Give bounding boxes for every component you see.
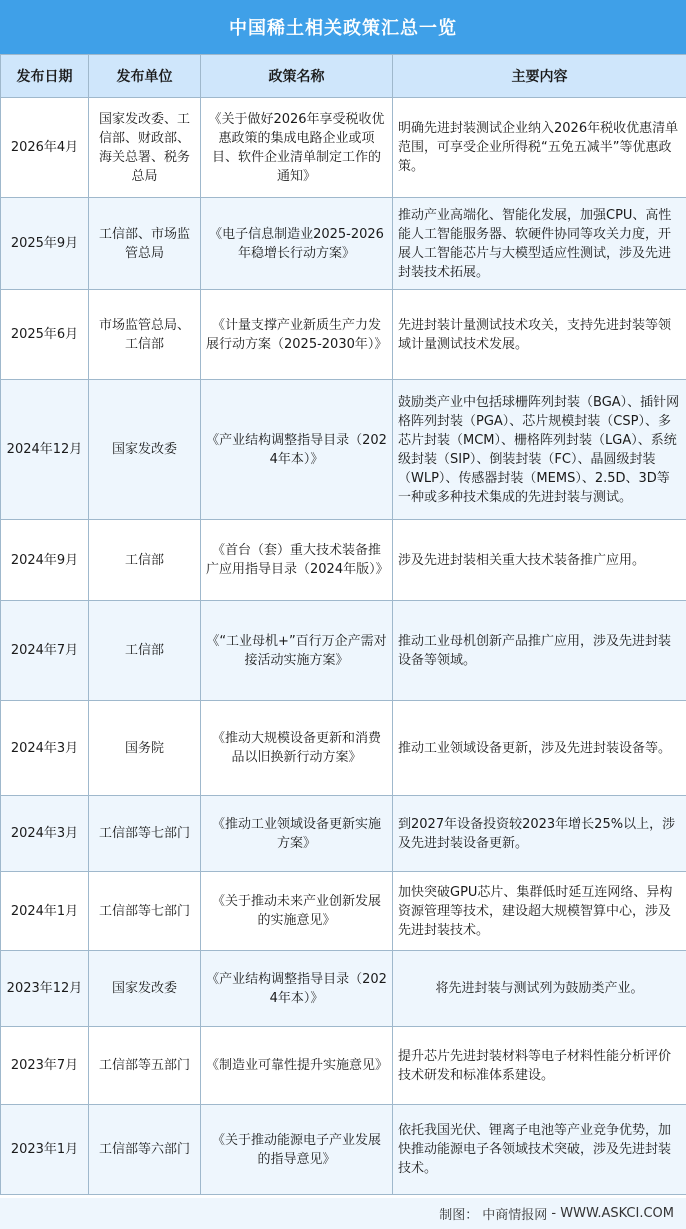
cell-date: 2024年9月 (1, 520, 89, 601)
cell-content: 推动工业母机创新产品推广应用，涉及先进封装设备等领域。 (393, 601, 686, 701)
cell-date: 2023年1月 (1, 1105, 89, 1195)
table-header-row (1, 55, 686, 98)
cell-content: 推动工业领域设备更新，涉及先进封装设备等。 (393, 701, 686, 796)
table-row (1, 872, 686, 951)
cell-date: 2025年9月 (1, 198, 89, 290)
cell-policy-name: 《关于做好2026年享受税收优惠政策的集成电路企业或项目、软件企业清单制定工作的通知》 (201, 98, 393, 198)
cell-policy-name: 《产业结构调整指导目录（2024年本）》 (201, 951, 393, 1027)
cell-content: 涉及先进封装相关重大技术装备推广应用。 (393, 520, 686, 601)
cell-policy-name: 《“工业母机+”百行万企产需对接活动实施方案》 (201, 601, 393, 701)
cell-dept: 国家发改委 (89, 951, 201, 1027)
table-row (1, 1027, 686, 1105)
cell-content: 先进封装计量测试技术攻关，支持先进封装等领域计量测试技术发展。 (393, 290, 686, 380)
cell-policy-name: 《关于推动未来产业创新发展的实施意见》 (201, 872, 393, 951)
table-row (1, 520, 686, 601)
cell-date: 2024年1月 (1, 872, 89, 951)
table-row (1, 290, 686, 380)
cell-policy-name: 《计量支撑产业新质生产力发展行动方案（2025-2030年）》 (201, 290, 393, 380)
table-row (1, 951, 686, 1027)
table-row (1, 198, 686, 290)
source-site: WWW.ASKCI.COM (560, 1206, 674, 1221)
source-footer (0, 1198, 686, 1229)
cell-content: 将先进封装与测试列为鼓励类产业。 (393, 951, 686, 1027)
cell-dept: 国家发改委、工信部、财政部、海关总署、税务总局 (89, 98, 201, 198)
cell-policy-name: 《产业结构调整指导目录（2024年本）》 (201, 380, 393, 520)
cell-date: 2024年7月 (1, 601, 89, 701)
cell-date: 2024年3月 (1, 701, 89, 796)
cell-content: 加快突破GPU芯片、集群低时延互连网络、异构资源管理等技术，建设超大规模智算中心，涉及先进封装技术。 (393, 872, 686, 951)
cell-dept: 市场监管总局、工信部 (89, 290, 201, 380)
cell-date: 2024年3月 (1, 796, 89, 872)
table-row (1, 1105, 686, 1195)
cell-dept: 国务院 (89, 701, 201, 796)
cell-content: 提升芯片先进封装材料等电子材料性能分析评价技术研发和标准体系建设。 (393, 1027, 686, 1105)
page-title: 中国稀土相关政策汇总一览 (0, 0, 686, 54)
cell-content: 鼓励类产业中包括球栅阵列封装（BGA）、插针网格阵列封装（PGA）、芯片规模封装（CSP）、多芯片封装（MCM）、栅格阵列封装（LGA）、系统级封装（SIP）、倒装封装（FC）、晶圆级封装（WLP）、传感器封装（MEMS）、2.5D、3D等一种或多种技术集成的先进封装与测试。 (393, 380, 686, 520)
cell-dept: 工信部等六部门 (89, 1105, 201, 1195)
cell-dept: 工信部等七部门 (89, 872, 201, 951)
cell-policy-name: 《制造业可靠性提升实施意见》 (201, 1027, 393, 1105)
cell-dept: 国家发改委 (89, 380, 201, 520)
cell-policy-name: 《推动大规模设备更新和消费品以旧换新行动方案》 (201, 701, 393, 796)
cell-dept: 工信部等五部门 (89, 1027, 201, 1105)
cell-date: 2023年7月 (1, 1027, 89, 1105)
source-separator: - (547, 1206, 561, 1221)
cell-date: 2024年12月 (1, 380, 89, 520)
cell-dept: 工信部等七部门 (89, 796, 201, 872)
table-row (1, 796, 686, 872)
cell-policy-name: 《关于推动能源电子产业发展的指导意见》 (201, 1105, 393, 1195)
cell-content: 推动产业高端化、智能化发展，加强CPU、高性能人工智能服务器、软硬件协同等攻关力度，开展人工智能芯片与大模型适应性测试，涉及先进封装技术拓展。 (393, 198, 686, 290)
header-dept: 发布单位 (89, 55, 201, 98)
cell-dept: 工信部 (89, 520, 201, 601)
cell-policy-name: 《推动工业领域设备更新实施方案》 (201, 796, 393, 872)
header-date: 发布日期 (1, 55, 89, 98)
cell-policy-name: 《电子信息制造业2025-2026年稳增长行动方案》 (201, 198, 393, 290)
cell-date: 2026年4月 (1, 98, 89, 198)
header-name: 政策名称 (201, 55, 393, 98)
cell-content: 到2027年设备投资较2023年增长25%以上，涉及先进封装设备更新。 (393, 796, 686, 872)
policy-table (0, 54, 686, 1195)
cell-policy-name: 《首台（套）重大技术装备推广应用指导目录（2024年版）》 (201, 520, 393, 601)
table-row (1, 701, 686, 796)
cell-date: 2023年12月 (1, 951, 89, 1027)
cell-date: 2025年6月 (1, 290, 89, 380)
table-row (1, 601, 686, 701)
cell-dept: 工信部 (89, 601, 201, 701)
source-name: 中商情报网 (482, 1208, 548, 1223)
table-row (1, 380, 686, 520)
cell-content: 明确先进封装测试企业纳入2026年税收优惠清单范围，可享受企业所得税“五免五减半”等优惠政策。 (393, 98, 686, 198)
header-content: 主要内容 (393, 55, 686, 98)
table-row (1, 98, 686, 198)
source-label: 制图： (439, 1208, 479, 1223)
cell-content: 依托我国光伏、锂离子电池等产业竞争优势，加快推动能源电子各领域技术突破，涉及先进封装技术。 (393, 1105, 686, 1195)
cell-dept: 工信部、市场监管总局 (89, 198, 201, 290)
